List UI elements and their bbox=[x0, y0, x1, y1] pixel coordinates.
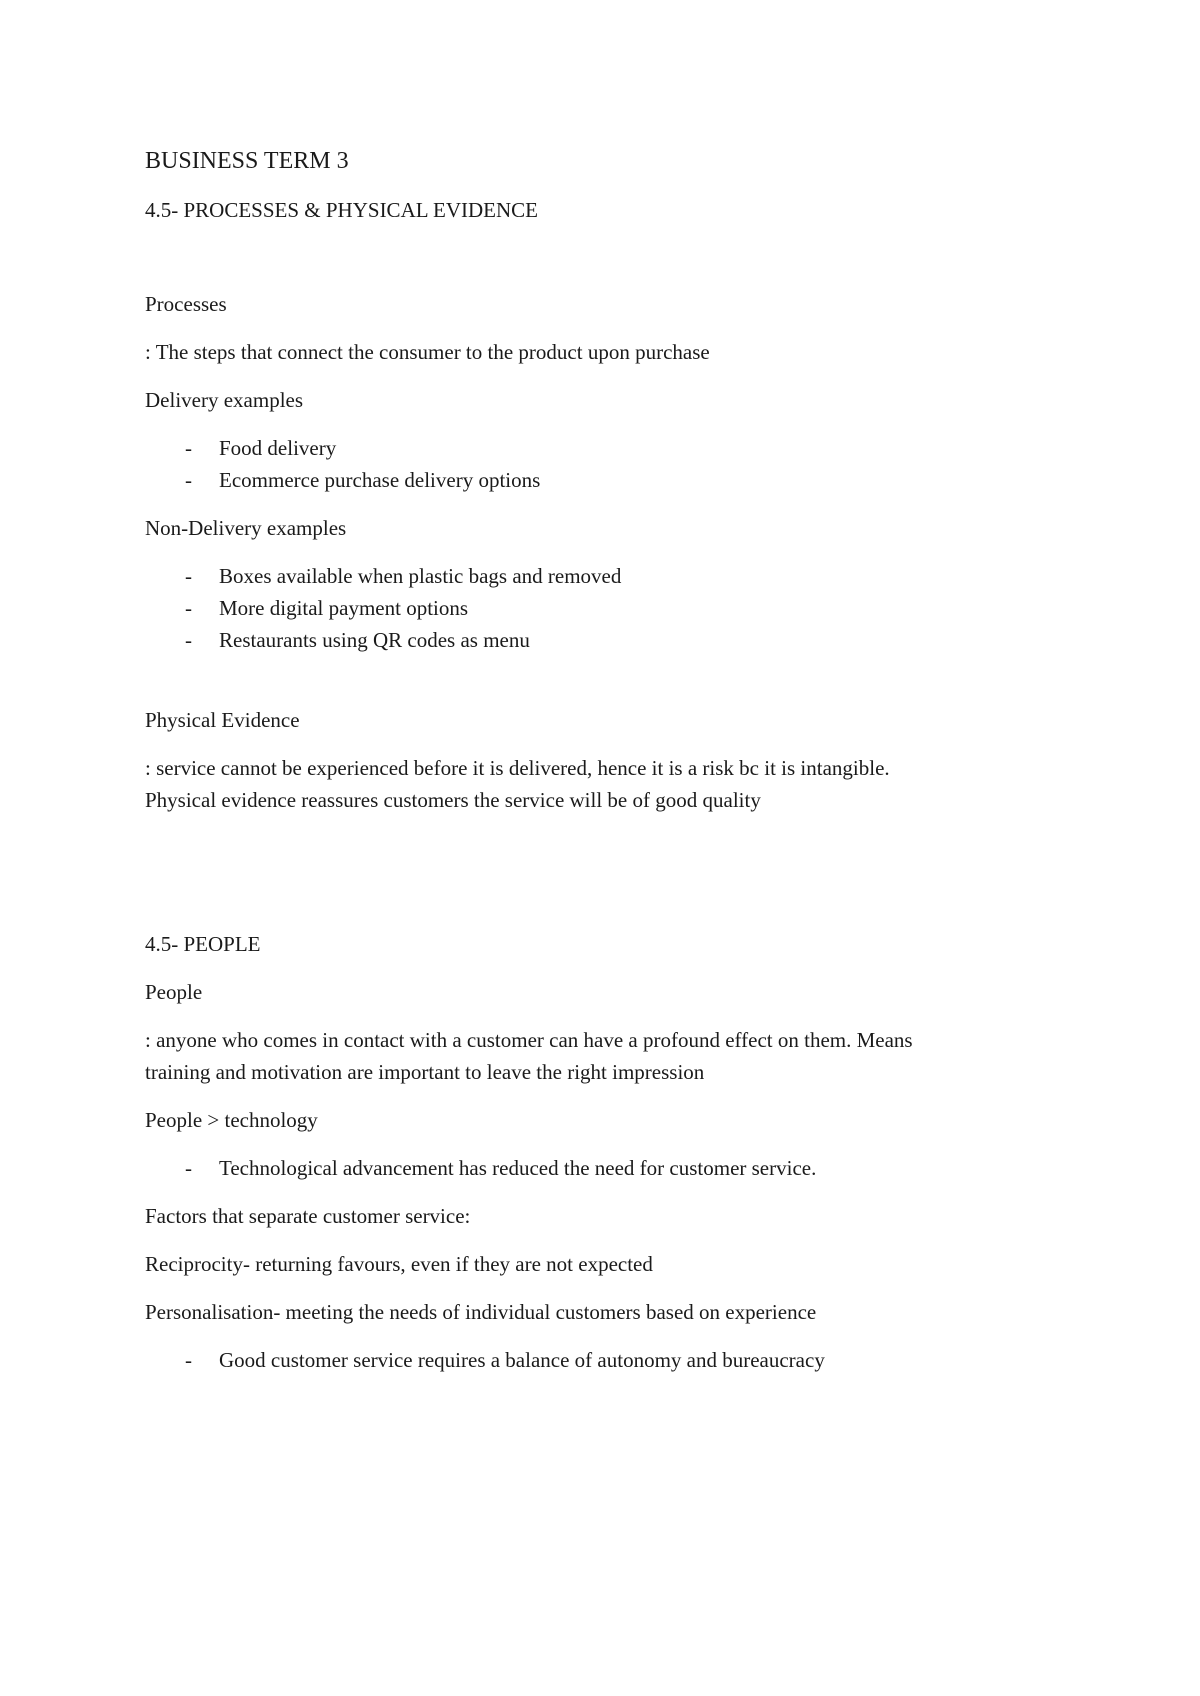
factors-label: Factors that separate customer service: bbox=[145, 1204, 471, 1228]
list-item bbox=[145, 1344, 1065, 1376]
physical-evidence-definition bbox=[145, 752, 1065, 816]
delivery-examples-label: Delivery examples bbox=[145, 388, 304, 412]
dash-bullet: - bbox=[185, 564, 192, 588]
list-item-text: Boxes available when plastic bags and removed bbox=[219, 564, 622, 588]
list-item-text: Technological advancement has reduced the need for customer service. bbox=[219, 1156, 817, 1180]
people-definition-line-1: : anyone who comes in contact with a customer can have a profound effect on them. Means bbox=[145, 1028, 913, 1052]
physical-evidence-line-2: Physical evidence reassures customers the service will be of good quality bbox=[145, 788, 761, 812]
list-item-text: More digital payment options bbox=[219, 596, 469, 620]
reciprocity-text: Reciprocity- returning favours, even if they are not expected bbox=[145, 1252, 653, 1276]
non-delivery-examples-list bbox=[145, 560, 1065, 656]
processes-definition: : The steps that connect the consumer to the product upon purchase bbox=[145, 340, 710, 364]
dash-bullet: - bbox=[185, 436, 192, 460]
dash-bullet: - bbox=[185, 628, 192, 652]
people-definition bbox=[145, 1024, 1065, 1088]
dash-bullet: - bbox=[185, 596, 192, 620]
physical-evidence-line-1: : service cannot be experienced before it is delivered, hence it is a risk bc it is intangible. bbox=[145, 756, 890, 780]
people-definition-line-2: training and motivation are important to leave the right impression bbox=[145, 1060, 705, 1084]
list-item-text: Restaurants using QR codes as menu bbox=[219, 628, 530, 652]
section-heading-people: 4.5- PEOPLE bbox=[145, 932, 261, 956]
list-item bbox=[145, 432, 1065, 464]
people-vs-technology: People > technology bbox=[145, 1108, 318, 1132]
processes-label: Processes bbox=[145, 292, 227, 316]
list-item-text: Food delivery bbox=[219, 436, 337, 460]
list-item bbox=[145, 624, 1065, 656]
dash-bullet: - bbox=[185, 468, 192, 492]
list-item bbox=[145, 1152, 1065, 1184]
physical-evidence-label: Physical Evidence bbox=[145, 708, 300, 732]
list-item-text: Ecommerce purchase delivery options bbox=[219, 468, 541, 492]
technology-list bbox=[145, 1152, 1065, 1184]
list-item bbox=[145, 592, 1065, 624]
dash-bullet: - bbox=[185, 1348, 192, 1372]
balance-list bbox=[145, 1344, 1065, 1376]
document-page bbox=[145, 146, 1065, 1392]
section-heading-processes: 4.5- PROCESSES & PHYSICAL EVIDENCE bbox=[145, 198, 539, 222]
list-item-text: Good customer service requires a balance of autonomy and bureaucracy bbox=[219, 1348, 825, 1372]
list-item bbox=[145, 560, 1065, 592]
personalisation-text: Personalisation- meeting the needs of individual customers based on experience bbox=[145, 1300, 817, 1324]
delivery-examples-list bbox=[145, 432, 1065, 496]
non-delivery-examples-label: Non-Delivery examples bbox=[145, 516, 347, 540]
list-item bbox=[145, 464, 1065, 496]
document-title: BUSINESS TERM 3 bbox=[145, 148, 349, 174]
dash-bullet: - bbox=[185, 1156, 192, 1180]
people-label: People bbox=[145, 980, 203, 1004]
